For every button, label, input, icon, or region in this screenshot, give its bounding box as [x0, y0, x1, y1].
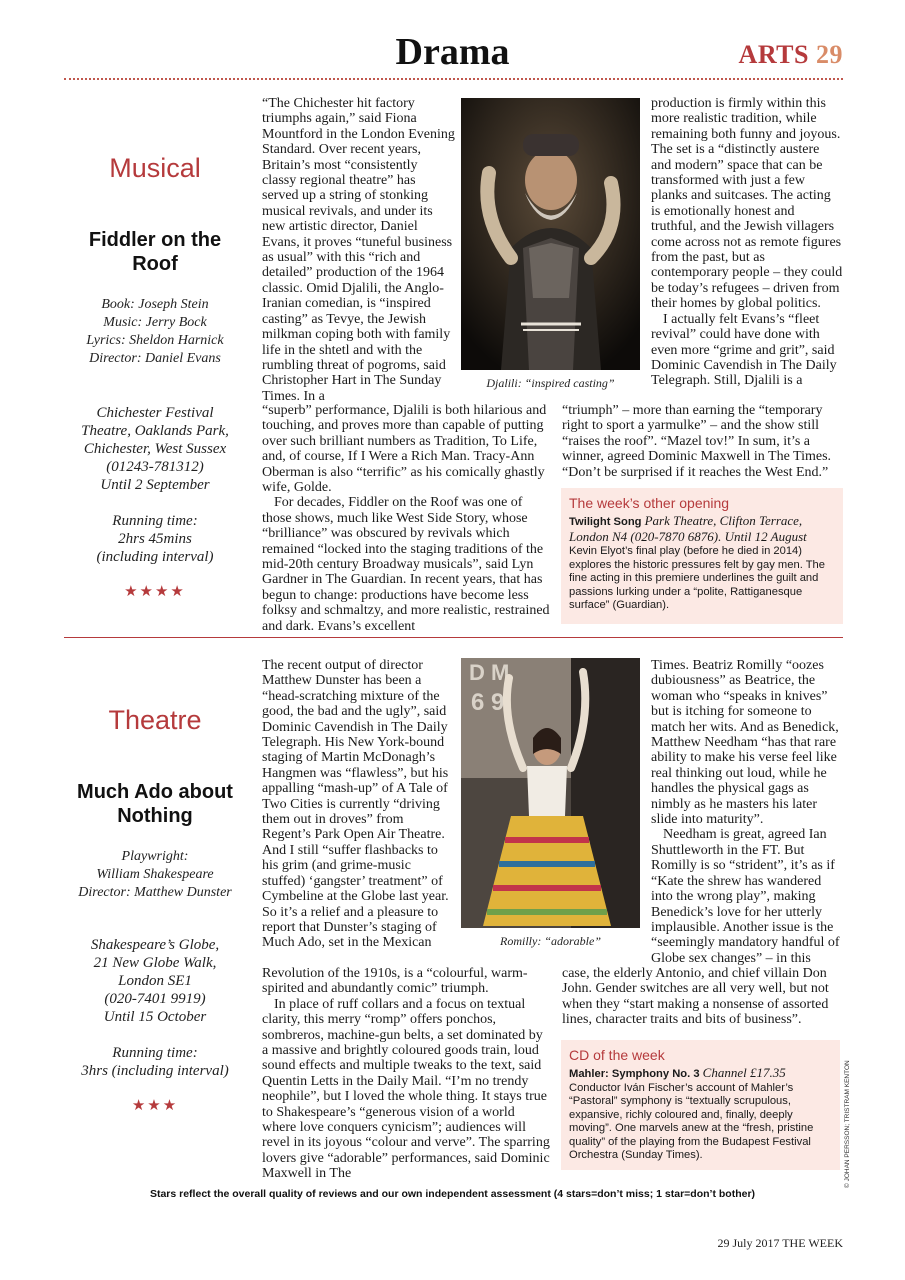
- svg-text:6 9: 6 9: [471, 689, 505, 716]
- review-paragraph: Revolution of the 1910s, is a “colourful, warm-spirited and abundantly comic” triumph.: [262, 966, 528, 997]
- credit-line: William Shakespeare: [96, 867, 214, 882]
- theatre-review-col1-bottom: [262, 966, 552, 1182]
- cd-text: Conductor Iván Fischer’s account of Mahler’s “Pastoral” symphony is “textually scrupulous, expansive, richly coloured and, finally, deeply moving”. One marvels anew at the “fresh, pristine quality” of the playing from the Budapest Festival Orchestra (Sunday Times).: [569, 1081, 814, 1161]
- credit-line: Book: Joseph Stein: [101, 297, 209, 312]
- review-paragraph: case, the elderly Antonio, and chief villain Don John. Gender switches are all very well, but not when they “start making a nonsense of assorted lines, character traits and bits of business”.: [562, 966, 829, 1028]
- musical-photo-caption: Djalili: “inspired casting”: [486, 376, 615, 390]
- venue-line: (01243-781312): [106, 459, 204, 475]
- venue-line: Chichester Festival: [96, 405, 214, 421]
- review-paragraph: production is firmly within this more realistic tradition, while remaining both funny and joyous. The set is a “distinctly austere and modern” space that can be transformed with just a few planks and suitcases. The acting is emotionally honest and truthful, and the Jewish villagers come across not as remote figures from the past, but as contemporary people – they could be today’s refugees – driven from their homes by global politics.: [651, 96, 843, 312]
- venue-line: 21 New Globe Walk,: [93, 955, 217, 971]
- venue-line: Theatre, Oaklands Park,: [81, 423, 229, 439]
- musical-running-time: [64, 512, 246, 566]
- musical-review-col1-top: [262, 96, 455, 404]
- review-paragraph: “superb” performance, Djalili is both hilarious and touching, and proves more than capable of putting over such brilliant numbers as Tradition, To Life, and, of course, If I Were a Rich Man. Tracy-Ann Oberman is also “terrific” as his comically ghastly wife, Golde.: [262, 403, 547, 496]
- page-folio: 29 July 2017 THE WEEK: [717, 1236, 843, 1250]
- theatre-venue: [64, 936, 246, 1026]
- arts-label: ARTS: [738, 40, 809, 69]
- review-paragraph: In place of ruff collars and a focus on textual clarity, this merry “romp” offers ponchos, sombreros, machine-gun belts, a set dominated by a massive and brightly coloured goods train, loud sound effects and multiple tweaks to the text, said Quentin Letts in the Daily Mail. “I’m no trendy neophile”, but I loved the whole thing. It stays true to Shakespeare’s “generous vision of a world where love conquers cynicism”; audiences will revel in its joyous “colour and verve”. The sparring lovers give “adorable” performances, said Dominic Maxwell in The: [262, 996, 550, 1182]
- venue-line: Until 2 September: [100, 477, 210, 493]
- venue-line: Shakespeare’s Globe,: [90, 937, 220, 953]
- romilly-photo-illustration: [461, 658, 640, 928]
- theatre-star-rating: ★★★: [131, 1098, 179, 1114]
- credit-line: Music: Jerry Bock: [103, 315, 207, 330]
- musical-venue: [64, 404, 246, 494]
- photo-credit-text: © JOHAN PERSSON; TRISTRAM KENTON: [844, 1060, 851, 1188]
- header-divider: [64, 78, 843, 80]
- musical-review-col2-bottom: [562, 403, 843, 480]
- running-time-line: (including interval): [96, 549, 214, 565]
- theatre-photo-caption: Romilly: “adorable”: [500, 934, 601, 948]
- review-paragraph: “The Chichester hit factory triumphs again,” said Fiona Mountford in the London Evening Standard. Over recent years, Britain’s most “consistently classy regional theatre” has served up a string of stonking musical revivals, and under its new artistic director, Daniel Evans, it proves “tuneful business as usual” with this “rich and detailed” production of the 1964 classic. Omid Djalili, the Anglo-Iranian comedian, is “inspired casting” as Tevye, the Jewish milkman coping both with family life in the shtetl and with the rumbling threat of pogroms, said Christopher Hart in The Sunday Times. In a: [262, 96, 455, 404]
- venue-line: Until 15 October: [103, 1009, 207, 1025]
- svg-text:D M: D M: [469, 660, 510, 685]
- theatre-category: Theatre: [108, 705, 202, 735]
- running-time-line: Running time:: [112, 513, 198, 529]
- other-opening-text: Kevin Elyot’s final play (before he died in 2014) explores the historic pressures felt by gay men. The fine acting in this premiere underlines the guilt and passions lurking under a “polite, Rattiganesque surface” (Guardian).: [569, 545, 825, 611]
- theatre-review-col1-top: [262, 658, 455, 951]
- musical-credits: [64, 296, 246, 368]
- venue-line: London SE1: [118, 973, 192, 989]
- credit-line: Director: Daniel Evans: [89, 351, 221, 366]
- musical-review-col2-top: [651, 96, 843, 389]
- cd-body: [569, 1066, 832, 1163]
- other-opening-details: Park Theatre, Clifton Terrace, London N4 (020-7870 6876). Until 12 August: [569, 513, 807, 544]
- musical-category: Musical: [109, 153, 201, 183]
- section-divider: [64, 637, 843, 638]
- theatre-show-title: Much Ado about Nothing: [77, 781, 233, 827]
- running-time-line: 2hrs 45mins: [118, 531, 192, 547]
- venue-line: (020-7401 9919): [104, 991, 206, 1007]
- page-number: 29: [816, 40, 843, 69]
- running-time-line: 3hrs (including interval): [81, 1063, 229, 1079]
- musical-star-rating: ★★★★: [124, 584, 186, 600]
- photo-credit: [842, 1050, 856, 1190]
- review-paragraph: I actually felt Evans’s “fleet revival” could have done with even more “grime and grit”, said Dominic Cavendish in The Daily Telegraph. Still, Djalili is a: [651, 311, 837, 389]
- theatre-sidebar: [64, 704, 246, 1115]
- review-paragraph: Times. Beatriz Romilly “oozes dubiousness” as Beatrice, the woman who “speaks in knives” but is itching for someone to match her wits. And as Benedick, Matthew Needham “has that rare ability to make his verse feel like real thinking out loud, while he handles the physical gags as nimbly as he masters his later slide into maturity”.: [651, 658, 839, 828]
- cd-details: Channel £17.35: [702, 1065, 786, 1080]
- other-opening-box: [561, 488, 843, 624]
- review-paragraph: Needham is great, agreed Ian Shuttleworth in the FT. But Romilly is so “strident”, it’s as if “Kate the shrew has wandered into the wrong play”, making Benedick’s love for her utterly implausible. Another issue is the “seemingly mandatory handful of Globe sex changes” – in this: [651, 827, 840, 966]
- running-time-line: Running time:: [112, 1045, 198, 1061]
- theatre-running-time: [64, 1044, 246, 1080]
- review-paragraph: “triumph” – more than earning the “temporary right to sport a yarmulke” – and the show still “raises the roof”. “Mazel tov!” In sum, it’s a winner, agreed Dominic Maxwell in The Times. “Don’t be surprised if it reaches the West End.”: [562, 403, 832, 480]
- cd-title: Mahler: Symphony No. 3: [569, 1068, 700, 1080]
- venue-line: Chichester, West Sussex: [83, 441, 227, 457]
- cd-of-week-box: [561, 1040, 840, 1170]
- review-paragraph: For decades, Fiddler on the Roof was one of those shows, much like West Side Story, whose “brilliance” was obscured by revivals which remained “locked into the staging traditions of the mid-20th century Broadway musicals”, said Lyn Gardner in The Guardian. In recent years, that has begun to change: productions have become less folksy and schmaltzy, and more realistic, restrained and dark. Evans’s excellent: [262, 495, 550, 634]
- theatre-review-col2-bottom: [562, 966, 843, 1028]
- arts-page-label: [739, 40, 843, 70]
- credit-line: Director: Matthew Dunster: [78, 885, 232, 900]
- credit-line: Lyrics: Sheldon Harnick: [86, 333, 224, 348]
- musical-show-title: Fiddler on the Roof: [88, 229, 222, 275]
- star-rating-footnote: Stars reflect the overall quality of reviews and our own independent assessment (4 stars=don’t miss; 1 star=don’t bother): [149, 1188, 756, 1200]
- musical-review-col1-bottom: [262, 403, 552, 634]
- review-paragraph: The recent output of director Matthew Dunster has been a “head-scratching mixture of the good, the bad and the ugly”, said Dominic Cavendish in The Daily Telegraph. His New York-bound staging of Martin McDonagh’s Hangmen was “flawless”, but his appalling “mash-up” of A Tale of Two Cities is currently “driving them out in droves” from Regent’s Park Open Air Theatre. And I still “suffer flashbacks to his grim (and grime-music stuffed) ‘gangster’ treatment” of Cymbeline at the Globe last year. So it’s a relief and a pleasure to report that Dunster’s staging of Much Ado, set in the Mexican: [262, 658, 449, 951]
- credit-line: Playwright:: [121, 849, 189, 864]
- theatre-credits: [64, 848, 246, 902]
- musical-sidebar: [64, 152, 246, 601]
- other-opening-title: Twilight Song: [569, 516, 642, 528]
- section-title: Drama: [395, 31, 510, 73]
- djalili-photo-illustration: [461, 98, 640, 370]
- theatre-photo: [461, 658, 640, 928]
- other-opening-body: [569, 514, 835, 613]
- cd-heading: CD of the week: [569, 1047, 665, 1063]
- musical-photo: [461, 98, 640, 370]
- other-opening-heading: The week’s other opening: [569, 495, 730, 511]
- theatre-review-col2-top: [651, 658, 843, 966]
